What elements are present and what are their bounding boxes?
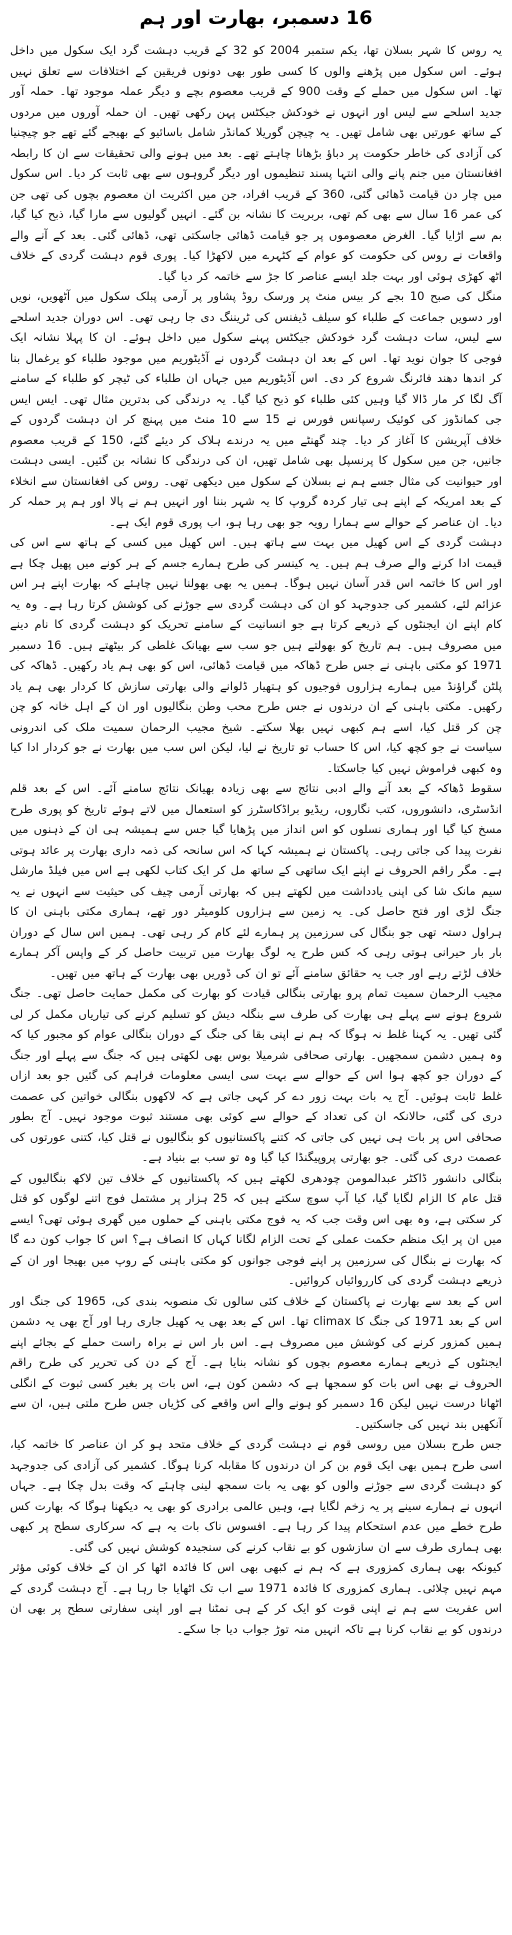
article-paragraph: سقوط ڈھاکہ کے بعد آنے والے ادبی نتائج سے بھی زیادہ بھیانک نتائج سامنے آئے۔ اس کے بعد قلم انڈسٹری، دانشوروں، کتب نگاروں، ریڈیو براڈکاسٹرز کو استعمال میں لاتے ہوئے تاریخ کو پوری طرح مسخ کیا گیا اور ہماری نسلوں کو اس انداز میں پڑھایا گیا جس سے ہمیشہ ہی ان کے ذہنوں میں نفرت پیدا کی جاتی رہی۔ پاکستان نے ہمیشہ کہا کہ اس سانحہ کی ذمہ داری بھارت پر عائد ہوتی ہے۔ مگر راقم الحروف نے اپنے ایک ساتھی کے ساتھ مل کر ایک کتاب لکھی ہے اس میں فیلڈ مارشل سیم مانک شا کی اپنی یادداشت میں لکھتے ہیں کہ بھارتی آرمی چیف کی حیثیت سے انہوں نے یہ جنگ لڑی اور فتح حاصل کی۔ یہ زمین سے ہزاروں کلومیٹر دور تھے، ہماری مکتی باہنی ان کا ہراول دستہ تھی جو بنگال کی سرزمین پر ہمارے لئے کام کر رہی تھی۔ ہمیں اس سال کے دوران بار بار حیرانی ہوتی رہی کہ کس طرح یہ لوگ بھارت میں تربیت حاصل کر کے واپس آکر ہمارے خلاف لڑتے رہے اور جب یہ حقائق سامنے آئے تو ان کی ڈوریں بھی بھارت کے ہاتھ میں تھیں۔ xyxy=(10,781,502,980)
article-paragraph: مجیب الرحمان سمیت تمام پرو بھارتی بنگالی قیادت کو بھارت کی مکمل حمایت حاصل تھی۔ جنگ شروع ہونے سے پہلے ہی بھارت کی طرف سے بنگلہ دیش کو تسلیم کرنے کی تیاریاں مکمل کر لی گئی تھیں۔ یہ کہنا غلط نہ ہوگا کہ ہم نے اپنی بقا کی جنگ کے دوران بنگالی عوام کو مجبور کیا کہ وہ ہمیں دشمن سمجھیں۔ بھارتی صحافی شرمیلا بوس بھی لکھتی ہیں کہ جنگ سے پہلے اور جنگ کے دوران جو کچھ ہوا اس کے حوالے سے بہت سی ایسی معلومات فراہم کی گئیں جو بعد ازاں غلط ثابت ہوئیں۔ آج یہ بات بہت زور دے کر کہی جاتی ہے کہ لاکھوں بنگالی خواتین کی عصمت دری کی گئی، حالانکہ ان کی تعداد کے حوالے سے کوئی بھی مستند ثبوت موجود نہیں۔ آج بطور صحافی اس پر بات ہی نہیں کی جاتی کہ کتنے پاکستانیوں کو بنگالیوں نے قتل کیا، کتنی عورتوں کی عصمت دری کی گئی۔ جو بھارتی پروپیگنڈا کیا گیا وہ تو سب بے بنیاد ہے۔ xyxy=(10,986,502,1164)
article-paragraph: دہشت گردی کے اس کھیل میں بہت سے ہاتھ ہیں۔ اس کھیل میں کسی کے ہاتھ سے اس کی قیمت ادا کرنے والے صرف ہم ہیں۔ یہ کینسر کی طرح ہمارے جسم کے ہر کونے میں پھیل چکا ہے اور اس کا خاتمہ اس قدر آسان نہیں ہوگا۔ ہمیں یہ بھی بھولنا نہیں چاہئے کہ بھارت اپنے ہر اس عزائم لئے، کشمیر کی جدوجہد کو ان کی دہشت گردی سے جوڑنے کی کوشش کرتا رہا ہے۔ وہ یہ کام اپنے ان ایجنٹوں کے ذریعے کرتا ہے جو انسانیت کے سامنے تحریک کو دہشت گردی کا نام دینے میں مصروف ہیں۔ ہم تاریخ کو بھولتے ہیں جو سب سے بھیانک غلطی کر بیٹھتے ہیں۔ 16 دسمبر 1971 کو مکتی باہنی نے جس طرح ڈھاکہ میں قیامت ڈھائی، اس کو بھی ہم یاد رکھیں۔ ڈھاکہ کی پلٹن گراؤنڈ میں ہمارے ہزاروں فوجیوں کو ہتھیار ڈلوانے والی بھارتی سازش کا کردار بھی ہم یاد رکھیں۔ مکتی باہنی کے ان درندوں نے جس طرح محب وطن بنگالیوں اور ان کے اہل خانہ کو چن چن کر قتل کیا، اسے ہم کبھی نہیں بھلا سکتے۔ شیخ مجیب الرحمان سمیت ملک کی اندرونی سیاست نے جو کچھ کیا، اس کا حساب تو تاریخ نے لیا، لیکن اس سب میں بھارت نے جو کردار ادا کیا وہ کبھی فراموش نہیں کیا جاسکتا۔ xyxy=(10,535,502,775)
article-body xyxy=(10,40,502,1639)
article-paragraph: منگل کی صبح 10 بجے کر بیس منٹ پر ورسک روڈ پشاور پر آرمی پبلک سکول میں آٹھویں، نویں اور دسویں جماعت کے طلباء کو سیلف ڈیفنس کی ٹریننگ دی جا رہی تھی۔ اس دوران جدید اسلحے سے لیس، سات دہشت گرد خودکش جیکٹس پہنے سکول میں داخل ہوئے۔ ان کا پہلا نشانہ ایک فوجی کا جوان نوید تھا۔ اس کے بعد ان دہشت گردوں نے آڈیٹوریم میں موجود طلباء کو یرغمال بنا کر اندھا دھند فائرنگ شروع کر دی۔ اس آڈیٹوریم میں جہاں ان طلباء کی ٹیچر کو طلباء کے سامنے آگ لگا کر مار ڈالا گیا وہیں کئی طلباء کو ذبح کیا گیا۔ یہ درندگی کی بدترین مثال تھی۔ ایس ایس جی کمانڈوز کی کوئیک رسپانس فورس نے 15 سے 10 منٹ میں پہنچ کر ان دہشت گردوں کے خلاف آپریشن کا آغاز کر دیا۔ چند گھنٹے میں یہ درندے ہلاک کر دیئے گئے، 150 کے قریب معصوم جانیں، جن میں سکول کا پرنسپل بھی شامل تھیں، ان کی درندگی کا نشانہ بن گئیں۔ ایسی دہشت اور حیوانیت کی مثال جسے ہم نے بسلان کے سکول میں دیکھی تھی۔ روس کی افغانستان سے انخلاء کے بعد امریکہ کے اپنے ہی تیار کردہ گروپ کا یہ شہر بننا اور انہیں ہم نے پالا اور ہم پر حملہ کر دیا۔ ان عناصر کے حوالے سے ہمارا رویہ جو بھی رہا ہو، اب پوری قوم ایک ہے۔ xyxy=(10,289,503,529)
article-paragraph: یہ روس کا شہر بسلان تھا، یکم ستمبر 2004 کو 32 کے قریب دہشت گرد ایک سکول میں داخل ہوئے۔ اس سکول میں پڑھنے والوں کا کسی طور بھی دونوں فریقین کے اختلافات سے تعلق نہیں تھا۔ اس سکول میں حملے کے وقت 900 کے قریب معصوم بچے و دیگر عملہ موجود تھا۔ حملہ آور جدید اسلحے سے لیس اور انہوں نے خودکش جیکٹس پہن رکھی تھیں۔ ان حملہ آوروں میں مردوں کے ساتھ عورتیں بھی شامل تھیں۔ یہ چیچن گوریلا کمانڈر شامل باسائیو کے بھیجے گئے تھے جو چیچنیا کی آزادی کی خاطر حکومت پر دباؤ بڑھانا چاہتے تھے۔ بعد میں ہونے والی تحقیقات سے ان کا رابطہ افغانستان میں جنم پانے والی انتہا پسند تنظیموں اور دیگر گروہوں سے بھی ثابت کر دیا۔ اس سکول میں چار دن قیامت ڈھائی گئی، 360 کے قریب افراد، جن میں اکثریت ان معصوم بچوں کی تھی جن کی عمر 16 سال سے بھی کم تھی، بربریت کا نشانہ بن گئے۔ انہیں گولیوں سے مارا گیا، ذبح کیا گیا، بم سے اڑایا گیا۔ الغرض معصوموں پر جو قیامت ڈھائی جاسکتی تھی، ڈھائی گئی۔ بعد کے آنے والے واقعات نے روس کی حکومت کو عوام کے کٹہرے میں لاکھڑا کیا۔ پوری قوم دہشت گردی کے خلاف اٹھ کھڑی ہوئی اور بہت جلد ایسے عناصر کا جڑ سے خاتمہ کر دیا گیا۔ xyxy=(10,43,502,283)
article-headline: 16 دسمبر، بھارت اور ہم xyxy=(139,7,373,29)
article-paragraph: کیونکہ بھی ہماری کمزوری ہے کہ ہم نے کبھی بھی اس کا فائدہ اٹھا کر ان کے خلاف کوئی مؤثر مہم نہیں چلائی۔ ہماری کمزوری کا فائدہ 1971 سے اب تک اٹھایا جا رہا ہے۔ آج دہشت گردی کے اس عفریت سے ہم نے اپنی قوت کو ایک کر کے ہی نمٹنا ہے اور اپنی سفارتی سطح پر بھی ان درندوں کو بے نقاب کرنا ہے تاکہ انہیں منہ توڑ جواب دیا جا سکے۔ xyxy=(10,1560,503,1636)
article-paragraph: جس طرح بسلان میں روسی قوم نے دہشت گردی کے خلاف متحد ہو کر ان عناصر کا خاتمہ کیا، اسی طرح ہمیں بھی ایک قوم بن کر ان درندوں کا مقابلہ کرنا ہوگا۔ کشمیر کی آزادی کی جدوجہد کو دہشت گردی سے جوڑنے والوں کو بھی یہ بات سمجھ لینی چاہئے کہ وقت بدل چکا ہے۔ جہاں انہوں نے ہمارے سینے پر یہ زخم لگایا ہے، وہیں عالمی برادری کو بھی یہ دیکھنا ہوگا کہ بھارت کس طرح خطے میں عدم استحکام پیدا کر رہا ہے۔ افسوس ناک بات یہ ہے کہ سرکاری سطح پر کبھی بھی ہماری طرف سے ان سازشوں کو بے نقاب کرنے کی سنجیدہ کوشش نہیں کی گئی۔ xyxy=(10,1437,502,1554)
article-paragraph: بنگالی دانشور ڈاکٹر عبدالمومن چودھری لکھتے ہیں کہ پاکستانیوں کے خلاف تین لاکھ بنگالیوں کے قتل عام کا الزام لگایا گیا، کیا آپ سوچ سکتے ہیں کہ 25 ہزار پر مشتمل فوج اتنے لوگوں کو قتل کر سکتی ہے، وہ بھی اس وقت جب کہ یہ فوج مکتی باہنی کے حملوں میں گھری ہوئی تھی؟ ایسے میں ان پر ایک منظم حکمت عملی کے تحت الزام لگانا کہاں کا انصاف ہے؟ اس کا جواب کون دے گا کہ بھارت نے بنگال کی سرزمین پر اپنے فوجی جوانوں کو مکتی باہنی کے روپ میں بھیجا اور ان کے ذریعے دہشت گردی کی کارروائیاں کروائیں۔ xyxy=(10,1170,503,1287)
article-paragraph: اس کے بعد سے بھارت نے پاکستان کے خلاف کئی سالوں تک منصوبہ بندی کی، 1965 کی جنگ اور اس کے بعد 1971 کی جنگ کا climax تھا۔ اس کے بعد بھی یہ کھیل جاری رہا اور آج بھی یہ دشمن ہمیں کمزور کرنے کی کوشش میں مصروف ہے۔ اس بار اس نے براہ راست حملے کے بجائے اپنے ایجنٹوں کے ذریعے ہمارے معصوم بچوں کو نشانہ بنایا ہے۔ آج کے دن کی تحریر کی طرح راقم الحروف نے بھی اس بات کو سمجھا ہے کہ دشمن کون ہے، اس بات پر بغیر کسی ثبوت کے انگلی اٹھانا درست نہیں لیکن 16 دسمبر کو ہونے والے اس واقعے کی کڑیاں جس طرح ملتی ہیں، ان سے آنکھیں بند نہیں کی جاسکتیں۔ xyxy=(9,1293,503,1431)
